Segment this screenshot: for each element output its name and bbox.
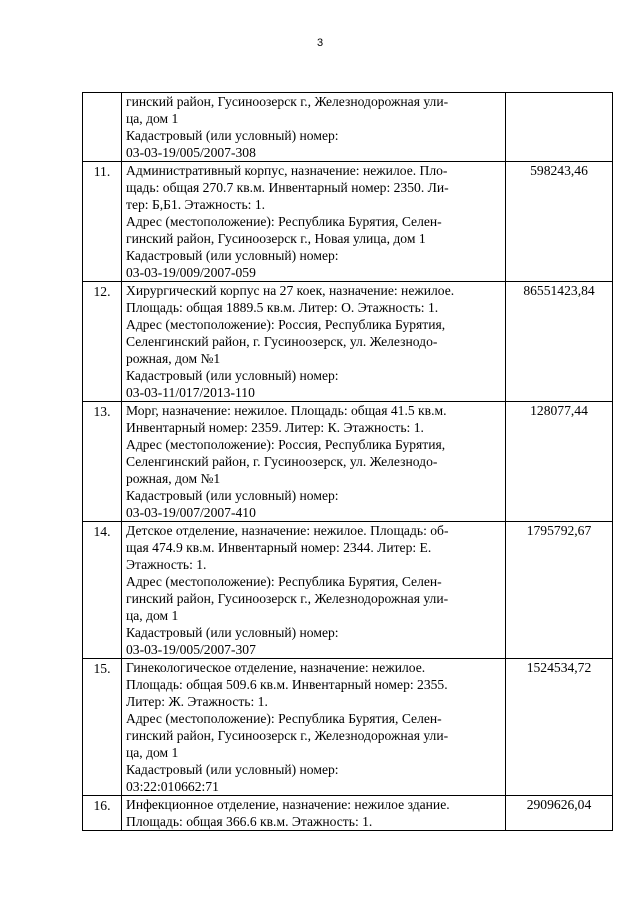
description-line: Хирургический корпус на 27 коек, назначение: нежилое. <box>126 283 455 298</box>
table-row <box>83 796 613 831</box>
description-line: Кадастровый (или условный) номер: <box>126 248 339 263</box>
row-number: 13. <box>83 402 122 522</box>
row-description <box>122 162 506 282</box>
description-line: Этажность: 1. <box>126 557 207 572</box>
description-line: Кадастровый (или условный) номер: <box>126 368 339 383</box>
table-row <box>83 162 613 282</box>
description-line: Детское отделение, назначение: нежилое. Площадь: об- <box>126 523 449 538</box>
description-line: 03-03-19/005/2007-308 <box>126 145 256 160</box>
description-line: рожная, дом №1 <box>126 471 221 486</box>
property-table <box>82 92 613 831</box>
description-line: 03-03-11/017/2013-110 <box>126 385 255 400</box>
description-line: Площадь: общая 366.6 кв.м. Этажность: 1. <box>126 814 373 829</box>
row-value: 1524534,72 <box>506 659 613 796</box>
row-number: 14. <box>83 522 122 659</box>
table-row <box>83 282 613 402</box>
table-row <box>83 402 613 522</box>
row-value: 598243,46 <box>506 162 613 282</box>
row-number: 12. <box>83 282 122 402</box>
description-line: 03:22:010662:71 <box>126 779 219 794</box>
description-line: Кадастровый (или условный) номер: <box>126 128 339 143</box>
description-line: гинский район, Гусиноозерск г., Железнодорожная ули- <box>126 728 449 743</box>
description-line: рожная, дом №1 <box>126 351 221 366</box>
description-line: Селенгинский район, г. Гусиноозерск, ул. Железнодо- <box>126 454 438 469</box>
row-number: 16. <box>83 796 122 831</box>
description-line: Адрес (местоположение): Республика Бурятия, Селен- <box>126 711 442 726</box>
description-line: Кадастровый (или условный) номер: <box>126 488 339 503</box>
description-line: гинский район, Гусиноозерск г., Новая улица, дом 1 <box>126 231 426 246</box>
description-line: Кадастровый (или условный) номер: <box>126 762 339 777</box>
row-description <box>122 282 506 402</box>
description-line: 03-03-19/005/2007-307 <box>126 642 256 657</box>
row-value: 2909626,04 <box>506 796 613 831</box>
table-row <box>83 522 613 659</box>
description-line: Инвентарный номер: 2359. Литер: К. Этажность: 1. <box>126 420 424 435</box>
row-description <box>122 93 506 162</box>
property-table-body <box>83 93 613 831</box>
description-line: Площадь: общая 509.6 кв.м. Инвентарный номер: 2355. <box>126 677 448 692</box>
row-value: 1795792,67 <box>506 522 613 659</box>
description-line: ца, дом 1 <box>126 608 179 623</box>
table-row <box>83 659 613 796</box>
description-line: Адрес (местоположение): Республика Бурятия, Селен- <box>126 574 442 589</box>
row-number <box>83 93 122 162</box>
description-line: Литер: Ж. Этажность: 1. <box>126 694 268 709</box>
description-line: Селенгинский район, г. Гусиноозерск, ул. Железнодо- <box>126 334 438 349</box>
description-line: Инфекционное отделение, назначение: нежилое здание. <box>126 797 450 812</box>
description-line: тер: Б,Б1. Этажность: 1. <box>126 197 266 212</box>
description-line: 03-03-19/009/2007-059 <box>126 265 256 280</box>
description-line: 03-03-19/007/2007-410 <box>126 505 256 520</box>
description-line: щадь: общая 270.7 кв.м. Инвентарный номер: 2350. Ли- <box>126 180 449 195</box>
description-line: Кадастровый (или условный) номер: <box>126 625 339 640</box>
table-row <box>83 93 613 162</box>
row-description <box>122 659 506 796</box>
description-line: Морг, назначение: нежилое. Площадь: общая 41.5 кв.м. <box>126 403 447 418</box>
description-line: Адрес (местоположение): Россия, Республика Бурятия, <box>126 317 446 332</box>
row-description <box>122 402 506 522</box>
row-description <box>122 522 506 659</box>
description-line: Площадь: общая 1889.5 кв.м. Литер: О. Этажность: 1. <box>126 300 439 315</box>
description-line: Адрес (местоположение): Республика Бурятия, Селен- <box>126 214 442 229</box>
description-line: гинский район, Гусиноозерск г., Железнодорожная ули- <box>126 591 449 606</box>
row-description <box>122 796 506 831</box>
description-line: Адрес (местоположение): Россия, Республика Бурятия, <box>126 437 446 452</box>
row-number: 11. <box>83 162 122 282</box>
description-line: ца, дом 1 <box>126 745 179 760</box>
page-number: 3 <box>316 37 324 49</box>
description-line: щая 474.9 кв.м. Инвентарный номер: 2344. Литер: Е. <box>126 540 432 555</box>
row-value <box>506 93 613 162</box>
row-value: 128077,44 <box>506 402 613 522</box>
row-value: 86551423,84 <box>506 282 613 402</box>
row-number: 15. <box>83 659 122 796</box>
description-line: гинский район, Гусиноозерск г., Железнодорожная ули- <box>126 94 449 109</box>
description-line: Административный корпус, назначение: нежилое. Пло- <box>126 163 448 178</box>
description-line: ца, дом 1 <box>126 111 179 126</box>
description-line: Гинекологическое отделение, назначение: нежилое. <box>126 660 426 675</box>
